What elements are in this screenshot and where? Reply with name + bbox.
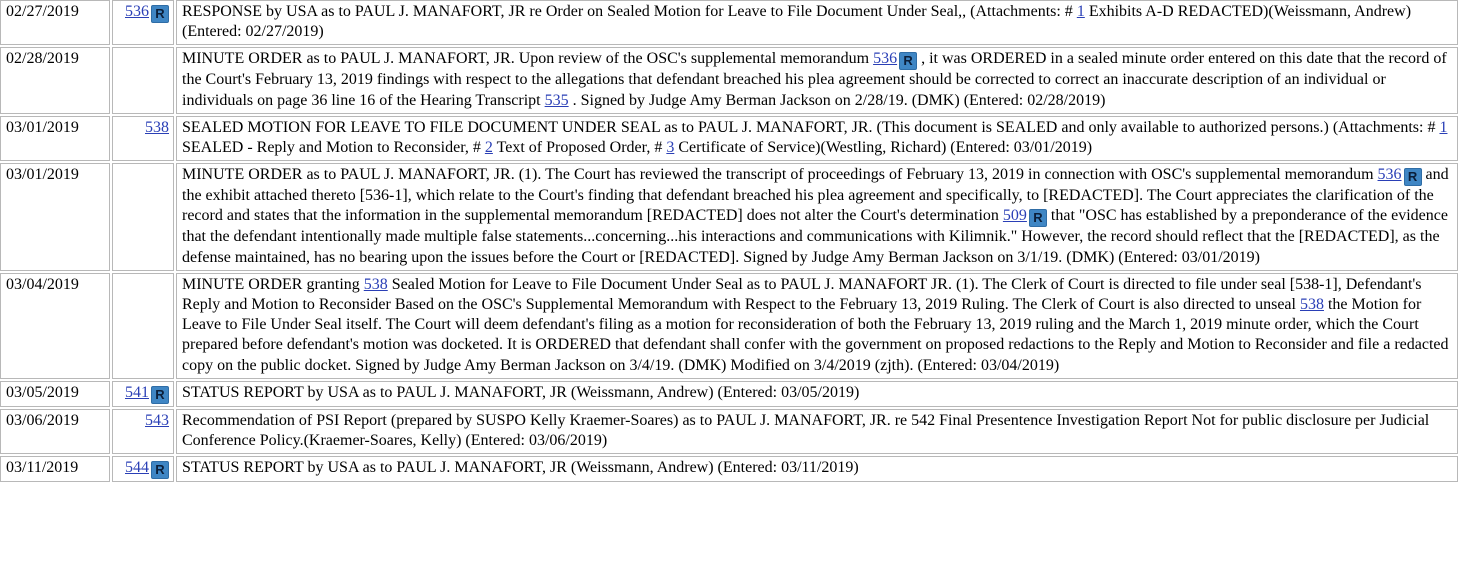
entry-text: MINUTE ORDER as to PAUL J. MANAFORT, JR. (1). The Court has reviewed the transcript of proceedings of February 13, 2019 in connection with OSC's supplemental memorandum 536 R and the exhibit attached thereto [536-1], which relate to the Court's finding that defendant breached his plea agreement and specifically, to [REDACTED]. The Court appreciates the clarification of the record and states that the information in the supplemental memorandum [REDACTED] does not alter the Court's determination 509 R that "OSC has established by a preponderance of the evidence that the defendant intentionally made multiple false statements...concerning...his interactions and communications with Kilimnik." However, the record should reflect that the [REDACTED], as the defense maintained, has no bearing upon the issues before the Court or [REDACTED]. Signed by Judge Amy Berman Jackson on 3/1/19. (DMK) (Entered: 03/01/2019)	[176, 163, 1458, 271]
docket-row	[0, 409, 1458, 454]
entry-text: MINUTE ORDER as to PAUL J. MANAFORT, JR. Upon review of the OSC's supplemental memorandum 536 R , it was ORDERED in a sealed minute order entered on this date that the record of the Court's February 13, 2019 findings with respect to the allegations that defendant breached his plea agreement should be corrected to correct an inaccurate description of an individual or individuals on page 36 line 16 of the Hearing Transcript 535 . Signed by Judge Amy Berman Jackson on 2/28/19. (DMK) (Entered: 02/28/2019)	[176, 47, 1458, 113]
entry-text: RESPONSE by USA as to PAUL J. MANAFORT, JR re Order on Sealed Motion for Leave to File Document Under Seal,, (Attachments: # 1 Exhibits A-D REDACTED)(Weissmann, Andrew) (Entered: 02/27/2019)	[176, 0, 1458, 45]
entry-number-link[interactable]: 536	[125, 3, 149, 20]
entry-number-link[interactable]: 543	[145, 411, 169, 429]
document-link[interactable]: 536	[1377, 166, 1402, 184]
entry-date: 03/01/2019	[0, 116, 110, 161]
document-link[interactable]: 509	[1002, 207, 1027, 225]
entry-date: 03/04/2019	[0, 273, 110, 379]
entry-number-link[interactable]: 544	[125, 459, 149, 477]
attachment-link[interactable]: 1	[1439, 118, 1448, 136]
entry-text: STATUS REPORT by USA as to PAUL J. MANAFORT, JR (Weissmann, Andrew) (Entered: 03/11/2019)	[176, 456, 1458, 482]
docket-row	[0, 456, 1458, 482]
entry-number-cell	[112, 0, 174, 45]
entry-number-cell	[112, 456, 174, 482]
docket-row	[0, 163, 1458, 271]
entry-text: MINUTE ORDER granting 538 Sealed Motion for Leave to File Document Under Seal as to PAUL J. MANAFORT JR. (1). The Clerk of Court is directed to file under seal [538-1], Defendant's Reply and Motion to Reconsider Based on the OSC's Supplemental Memorandum with Respect to the February 13, 2019 Ruling. The Clerk of Court is also directed to unseal 538 the Motion for Leave to File Under Seal itself. The Court will deem defendant's filing as a motion for reconsideration of both the February 13, 2019 ruling and the March 1, 2019 minute order, which the Court prepared before defendant's motion was docketed. It is ORDERED that defendant shall confer with the government on proposed redactions to the Reply and Motion to Reconsider and file a redacted copy on the public docket. Signed by Judge Amy Berman Jackson on 3/4/19. (DMK) Modified on 3/4/2019 (zjth). (Entered: 03/04/2019)	[176, 273, 1458, 379]
restricted-r-icon[interactable]: R	[1029, 209, 1047, 227]
attachment-link[interactable]: 1	[1076, 3, 1085, 20]
attachment-link[interactable]: 3	[666, 139, 675, 157]
entry-text: SEALED MOTION FOR LEAVE TO FILE DOCUMENT UNDER SEAL as to PAUL J. MANAFORT, JR. (This document is SEALED and only available to authorized persons.) (Attachments: # 1 SEALED - Reply and Motion to Reconsider, # 2 Text of Proposed Order, # 3 Certificate of Service)(Westling, Richard) (Entered: 03/01/2019)	[176, 116, 1458, 161]
entry-number-link[interactable]: 541	[125, 383, 149, 401]
entry-number-cell	[112, 273, 174, 379]
restricted-r-icon[interactable]: R	[151, 386, 169, 404]
entry-date: 02/28/2019	[0, 47, 110, 113]
docket-row	[0, 273, 1458, 379]
entry-number-cell	[112, 409, 174, 454]
restricted-r-icon[interactable]: R	[151, 461, 169, 479]
entry-date: 03/01/2019	[0, 163, 110, 271]
restricted-r-icon[interactable]: R	[1404, 168, 1422, 186]
restricted-r-icon[interactable]: R	[899, 52, 917, 70]
entry-number-cell	[112, 381, 174, 407]
docket-row	[0, 381, 1458, 407]
entry-number-cell	[112, 116, 174, 161]
entry-date: 03/11/2019	[0, 456, 110, 482]
docket-row	[0, 0, 1458, 45]
restricted-r-icon[interactable]: R	[151, 5, 169, 23]
entry-date: 03/05/2019	[0, 381, 110, 407]
entry-text: STATUS REPORT by USA as to PAUL J. MANAFORT, JR (Weissmann, Andrew) (Entered: 03/05/2019)	[176, 381, 1458, 407]
document-link[interactable]: 535	[544, 91, 569, 109]
attachment-link[interactable]: 2	[484, 139, 493, 157]
docket-row	[0, 116, 1458, 161]
entry-date: 02/27/2019	[0, 0, 110, 45]
document-link[interactable]: 538	[363, 275, 388, 293]
entry-number-link[interactable]: 538	[145, 118, 169, 136]
document-link[interactable]: 536	[873, 50, 898, 68]
entry-text: Recommendation of PSI Report (prepared by SUSPO Kelly Kraemer-Soares) as to PAUL J. MANAFORT, JR. re 542 Final Presentence Investigation Report Not for public disclosure per Judicial Conference Policy.(Kraemer-Soares, Kelly) (Entered: 03/06/2019)	[176, 409, 1458, 454]
entry-number-cell	[112, 163, 174, 271]
entry-date: 03/06/2019	[0, 409, 110, 454]
entry-number-cell	[112, 47, 174, 113]
document-link[interactable]: 538	[1299, 296, 1324, 314]
docket-row	[0, 47, 1458, 113]
